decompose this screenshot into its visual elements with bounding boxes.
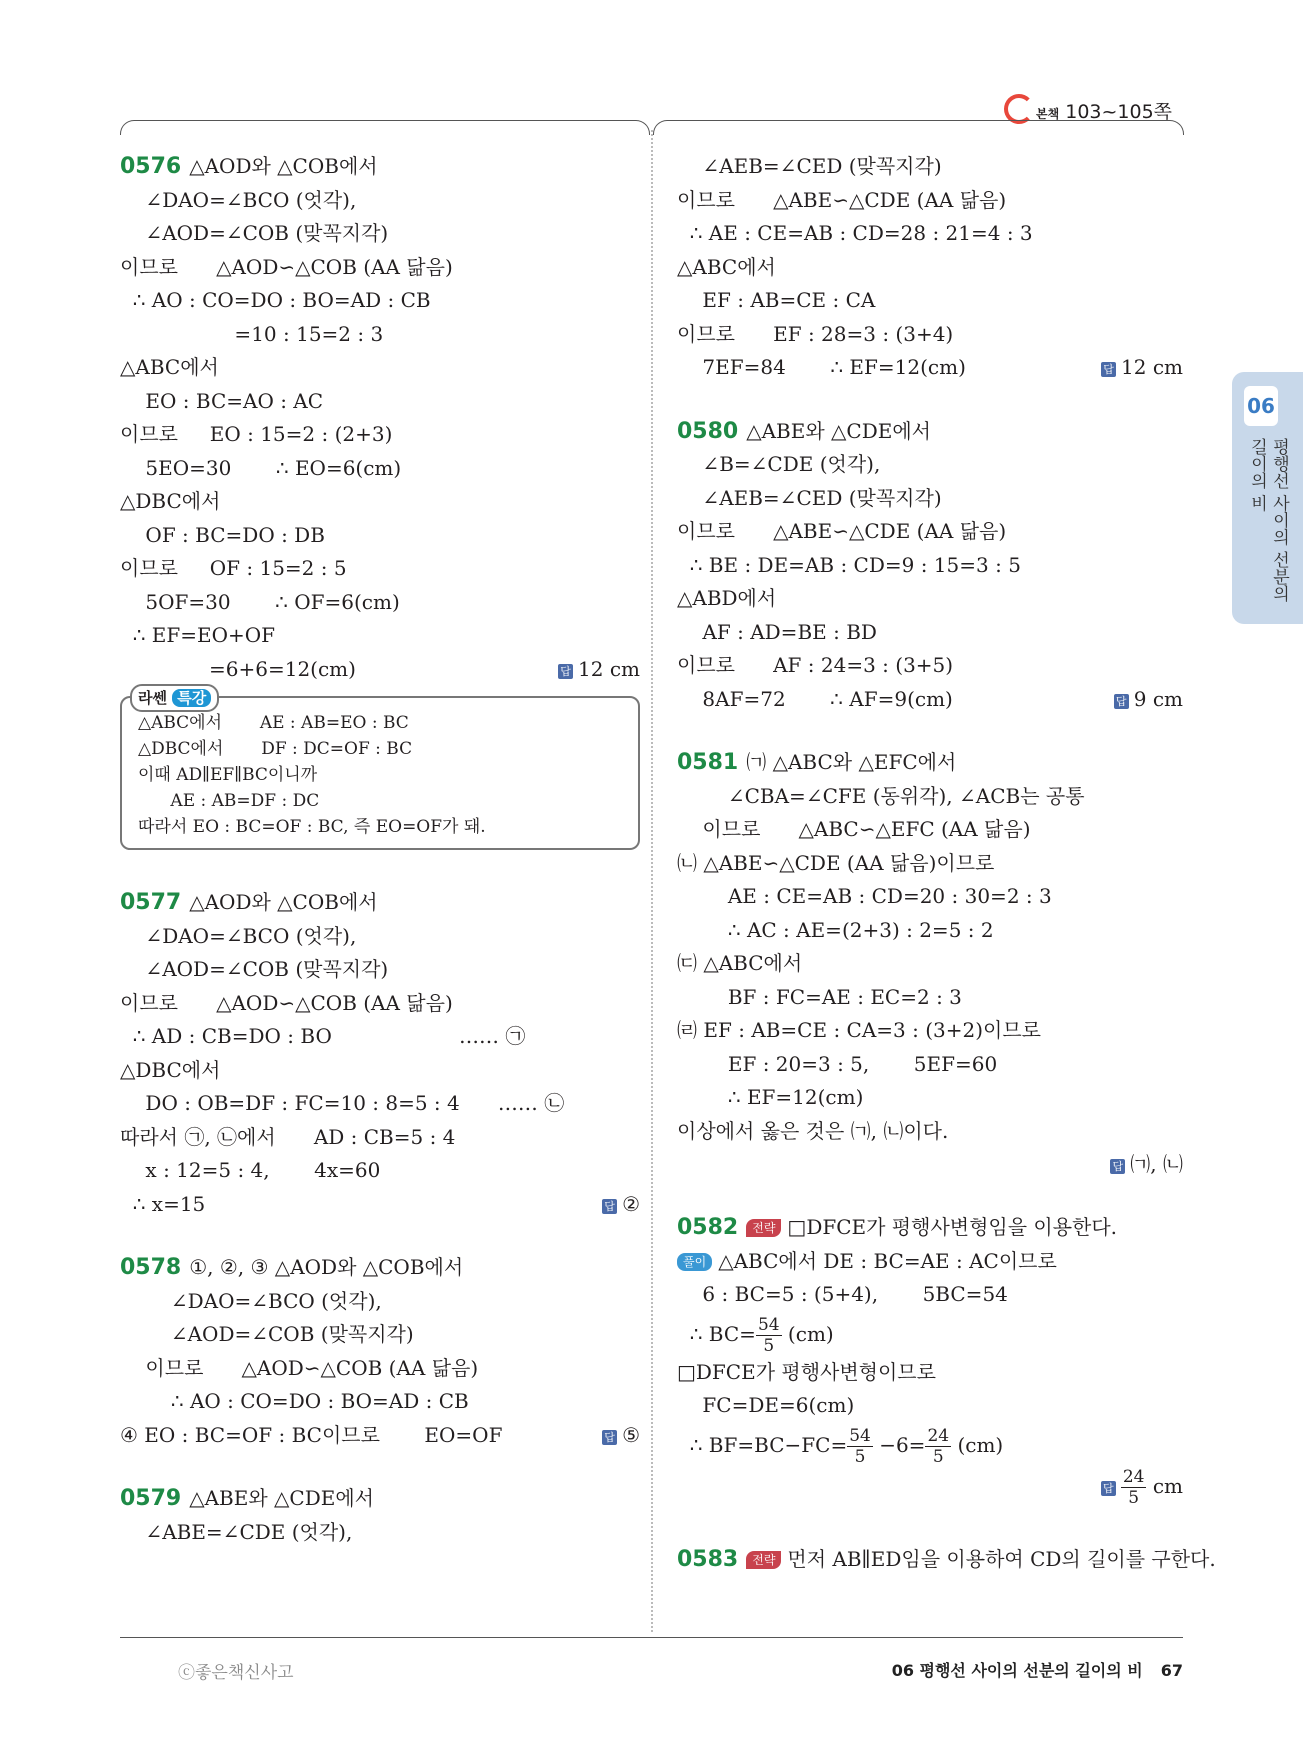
solution-line: 이므로 △ABE∽△CDE (AA 닮음) [677, 187, 1007, 212]
tip-line: AE : AB=DF : DC [138, 791, 320, 811]
tip-line: △DBC에서 DF : DC=OF : BC [138, 739, 413, 759]
spacer [120, 850, 640, 886]
solution-line: 이므로 OF : 15=2 : 5 [120, 556, 347, 580]
solution-line: 5OF=30 ∴ OF=6(cm) [120, 589, 400, 614]
solution-line: AE : CE=AB : CD=20 : 30=2 : 3 [677, 884, 1052, 908]
chapter-number: 06 [1244, 386, 1278, 426]
tip-line: 이때 AD∥EF∥BC이니까 [138, 765, 318, 785]
solution-line: ∠DAO=∠BCO (엇각), [120, 187, 357, 212]
solution-line: □DFCE가 평행사변형이므로 [677, 1359, 936, 1384]
numerator: 24 [927, 1425, 950, 1446]
solution-line: △DBC에서 [120, 489, 221, 513]
answer: 답 9 cm [1114, 683, 1183, 717]
spacer [120, 1452, 640, 1482]
solution-line: △DBC에서 [120, 1057, 221, 1082]
solution-line: =10 : 15=2 : 3 [120, 321, 384, 346]
solution-line: ∴ AO : CO=DO : BO=AD : CB [120, 1389, 469, 1413]
problem-number: 0582 [677, 1215, 739, 1240]
solution-line: ∴ EF=EO+OF [120, 623, 276, 647]
tip-label: 라쎈 특강 [130, 684, 219, 712]
solution-line: DO : OB=DF : FC=10 : 8=5 : 4 …… ㉡ [120, 1091, 565, 1115]
solution-line: BF : FC=AE : EC=2 : 3 [677, 984, 962, 1009]
solution-line: ㈁ △ABE∽△CDE (AA 닮음)이므로 [677, 850, 995, 875]
page-number: 67 [1160, 1661, 1183, 1680]
spacer [677, 385, 1183, 415]
solution-line: 이상에서 옳은 것은 ㈀, ㈁이다. [677, 1118, 949, 1143]
spacer [677, 716, 1183, 746]
solution-line: ∠AOD=∠COB (맞꼭지각) [120, 1322, 414, 1346]
chapter-title: 평행선 사이의 선분의 길이의 비 [1247, 438, 1289, 602]
answer: 답 12 cm [1101, 351, 1183, 385]
problem-number: 0580 [677, 418, 739, 444]
footer-chapter: 06 평행선 사이의 선분의 길이의 비 67 [891, 1661, 1183, 1680]
answer-mark-icon: 답 [558, 664, 573, 679]
fraction [847, 1426, 873, 1467]
tip-box [120, 689, 640, 850]
solution-line: ∠ABE=∠CDE (엇각), [120, 1519, 353, 1544]
answer-mark-icon: 답 [1101, 1481, 1116, 1496]
solution-line: 0576 △AOD와 △COB에서 [120, 154, 378, 179]
solution-line: AF : AD=BE : BD [677, 619, 877, 644]
solution-line: EF : AB=CE : CA [677, 288, 876, 312]
solution-line: 이므로 △ABE∽△CDE (AA 닮음) [677, 519, 1007, 543]
answer-mark-icon: 답 [1101, 362, 1116, 377]
problem-number: 0576 [120, 154, 182, 179]
problem-number: 0583 [677, 1546, 739, 1572]
solution-line: 이므로 AF : 24=3 : (3+5) [677, 653, 954, 677]
fraction [925, 1426, 951, 1467]
tip-line: △ABC에서 AE : AB=EO : BC [138, 713, 409, 733]
answer: 답 ㈀, ㈁ [1110, 1148, 1183, 1182]
spacer [677, 1181, 1183, 1211]
solution-line: EF : 20=3 : 5, 5EF=60 [677, 1051, 998, 1076]
numerator: 54 [849, 1425, 871, 1446]
solution-line: ∠DAO=∠BCO (엇각), [120, 923, 357, 948]
footer-rule [120, 1637, 1183, 1638]
problem-number: 0577 [120, 890, 182, 915]
tip-line: 따라서 EO : BC=OF : BC, 즉 EO=OF가 돼. [138, 817, 486, 837]
answer: 답 ② [602, 1188, 640, 1222]
publisher: ⓒ좋은책신사고 [178, 1663, 294, 1683]
solution-line: ∴ AO : CO=DO : BO=AD : CB [120, 288, 431, 312]
solution-line: ∠DAO=∠BCO (엇각), [120, 1288, 382, 1313]
solution-line: 0577 △AOD와 △COB에서 [120, 890, 378, 915]
problem-number: 0581 [677, 750, 739, 775]
strategy-tag: 전략 [746, 1551, 781, 1569]
solution-line: ∴ AD : CB=DO : BO …… ㉠ [120, 1024, 526, 1048]
left-column-frame [120, 120, 650, 135]
strategy-tag: 전략 [746, 1219, 781, 1237]
solution-line: △ABC에서 [120, 355, 219, 379]
reference-pages: 본책 103~105쪽 [1004, 94, 1172, 124]
solution-line: 따라서 ㉠, ㉡에서 AD : CB=5 : 4 [120, 1124, 456, 1149]
solution-line: 0580 △ABE와 △CDE에서 [677, 418, 931, 444]
solution-line: 풀이 △ABC에서 DE : BC=AE : AC이므로 [677, 1245, 1183, 1279]
answer-line [677, 1467, 1183, 1513]
solution-line: △ABC에서 [677, 254, 776, 279]
numerator: 24 [1122, 1466, 1145, 1487]
solution-line: 0581 ㈀ △ABC와 △EFC에서 [677, 750, 957, 775]
answer-mark-icon: 답 [602, 1199, 617, 1214]
solution-line: 5EO=30 ∴ EO=6(cm) [120, 455, 402, 480]
denominator: 5 [932, 1446, 944, 1467]
solution-line: 이므로 EO : 15=2 : (2+3) [120, 422, 393, 446]
right-column [677, 150, 1216, 1576]
answer-mark-icon: 답 [1110, 1159, 1125, 1174]
solution-line: ㈂ △ABC에서 [677, 951, 803, 975]
solution-line: ∠CBA=∠CFE (동위각), ∠ACB는 공통 [677, 783, 1085, 808]
solution-line: OF : BC=DO : DB [120, 522, 325, 547]
solution-line: 이므로 △AOD∽△COB (AA 닮음) [120, 990, 453, 1015]
solution-line: ∠B=∠CDE (엇각), [677, 452, 881, 476]
answer: 답 12 cm [558, 653, 640, 687]
answer: 답 $\frac{24}{5}$ cm [1101, 1467, 1183, 1508]
solution-line: 이므로 △ABC∽△EFC (AA 닮음) [677, 817, 1031, 841]
solution-line: ∴ BC= $\frac{54}{5}$ (cm) [677, 1314, 834, 1356]
solution-line: EO : BC=AO : AC [120, 388, 324, 413]
denominator: 5 [1128, 1487, 1140, 1508]
solution-line: 0579 △ABE와 △CDE에서 [120, 1486, 374, 1511]
solution-line: ∠AOD=∠COB (맞꼭지각) [120, 957, 389, 981]
problem-number: 0579 [120, 1486, 182, 1511]
chapter-side-tab[interactable] [1232, 372, 1303, 624]
solution-line: △ABD에서 [677, 586, 777, 610]
problem-number: 0578 [120, 1255, 182, 1280]
tip-label-highlight: 특강 [172, 689, 211, 707]
solution-line: ∴ BF=BC−FC= $\frac{54}{5}$ −6= $\frac{24}{5}$ (cm) [677, 1425, 1004, 1467]
solution-line: ∠AEB=∠CED (맞꼭지각) [677, 485, 942, 510]
solution-line: ㈃ EF : AB=CE : CA=3 : (3+2)이므로 [677, 1018, 1041, 1042]
column-divider [651, 130, 653, 1632]
solution-line: 이므로 EF : 28=3 : (3+4) [677, 321, 954, 346]
solution-line: 0578 ①, ②, ③ △AOD와 △COB에서 [120, 1255, 464, 1280]
solution-line: ∠AEB=∠CED (맞꼭지각) [677, 154, 942, 178]
answer-mark-icon: 답 [1114, 694, 1129, 709]
solution-line: 7EF=84 ∴ EF=12(cm) 답 12 cm [677, 351, 1183, 385]
solution-line: ∠AOD=∠COB (맞꼭지각) [120, 221, 389, 245]
denominator: 5 [854, 1446, 866, 1467]
answer-line [677, 1148, 1183, 1181]
solution-line: ∴ AC : AE=(2+3) : 2=5 : 2 [677, 917, 994, 942]
fraction [1121, 1467, 1147, 1508]
problem-header: 0582 전략 □DFCE가 평행사변형임을 이용한다. [677, 1215, 1118, 1240]
solution-line: 6 : BC=5 : (5+4), 5BC=54 [677, 1282, 1008, 1306]
solution-line: 이므로 △AOD∽△COB (AA 닮음) [120, 254, 453, 279]
denominator: 5 [763, 1335, 775, 1356]
solution-line: ∴ BE : DE=AB : CD=9 : 15=3 : 5 [677, 552, 1021, 577]
fraction [756, 1315, 782, 1356]
solution-line: ∴ x=15 답 ② [120, 1188, 640, 1222]
numerator: 54 [757, 1314, 780, 1335]
solution-line: ④ EO : BC=OF : BC이므로 EO=OF 답 ⑤ [120, 1419, 640, 1453]
problem-header: 0583 전략 먼저 AB∥ED임을 이용하여 CD의 길이를 구한다. [677, 1546, 1216, 1572]
left-column [120, 150, 640, 1549]
solution-line: x : 12=5 : 4, 4x=60 [120, 1158, 381, 1182]
solution-tag: 풀이 [677, 1253, 712, 1271]
spacer [120, 1221, 640, 1251]
solution-line: ∴ EF=12(cm) [677, 1085, 864, 1109]
solution-line: FC=DE=6(cm) [677, 1393, 855, 1417]
solution-line: 이므로 △AOD∽△COB (AA 닮음) [120, 1355, 479, 1380]
solution-line: ∴ AE : CE=AB : CD=28 : 21=4 : 3 [677, 221, 1033, 245]
answer: 답 ⑤ [602, 1419, 640, 1453]
solution-line: 8AF=72 ∴ AF=9(cm) 답 9 cm [677, 683, 1183, 717]
spacer [677, 1513, 1183, 1543]
right-column-frame [653, 120, 1184, 135]
answer-mark-icon: 답 [602, 1430, 617, 1445]
solution-line: =6+6=12(cm) 답 12 cm [120, 653, 640, 687]
